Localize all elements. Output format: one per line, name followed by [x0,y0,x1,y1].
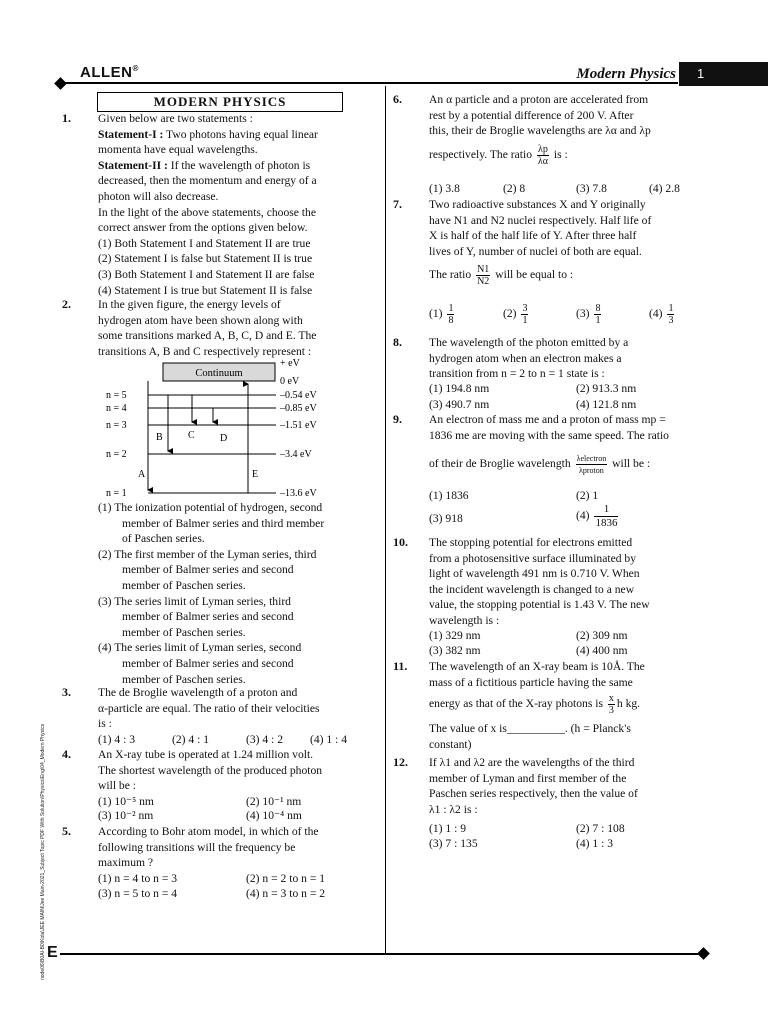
q11-text-2: The value of x is__________. (h = Planck's constant) [429,722,631,751]
label-E: E [252,469,259,480]
q11-number: 11. [393,659,408,673]
q8-option-4: (4) 121.8 nm [576,398,637,411]
q6-text: An α particle and a proton are accelerated from rest by a potential difference of 200 V. After this, their de Broglie wavelengths are λα and λp [429,93,651,138]
continuum-label: Continuum [195,368,243,379]
q8-number: 8. [393,335,402,349]
q9-text: An electron of mass me and a proton of mass mp = 1836 me are moving with the same speed. The ratio [429,413,669,442]
level-n5: n = 5 [106,390,127,401]
energy-n3: –1.51 eV [280,420,317,431]
q12-text: If λ1 and λ2 are the wavelengths of the third member of Lyman and first member of the Paschen series respectively, then the value of λ1 : λ2 is : [429,756,638,816]
q12-option-3: (3) 7 : 135 [429,837,478,850]
q12-option-4: (4) 1 : 3 [576,837,614,850]
q10-text: The stopping potential for electrons emitted from a photosensitive surface illuminated by light of wavelength 491 nm is 0.710 V. When the incident wavelength is changed to a new value, the stopping potential is 1.43 V. The new wavelength is : [429,536,650,627]
q8-option-2: (2) 913.3 nm [576,382,637,395]
label-C: C [188,430,195,441]
q1-line: photon will also decrease. [98,189,219,203]
q2-number: 2. [62,297,71,311]
q1-line: correct answer from the options given below. [98,221,308,235]
q3-option-3: (3) 4 : 2 [246,733,284,746]
q12-option-2: (2) 7 : 108 [576,822,625,835]
section-title: MODERN PHYSICS [97,92,343,112]
q4-text: An X-ray tube is operated at 1.24 million volt. The shortest wavelength of the produced photon will be : [98,748,323,793]
q4-number: 4. [62,747,71,761]
q4-option-4: (4) 10⁻⁴ nm [246,809,302,822]
q6-ratio-line: respectively. The ratio $\frac{\lambda p}{\lambda\alpha}$ is : [429,144,568,167]
q2-option-4-cont: member of Paschen series. [122,672,246,686]
energy-n4: –0.85 eV [280,403,317,414]
q1-line: decreased, then the momentum and energy of a [98,174,317,188]
q12-number: 12. [393,755,408,769]
q2-option-3-cont: member of Balmer series and second [122,610,294,624]
q9-number: 9. [393,412,402,426]
q7-option-3: (3) $\frac{8}{1}$ [576,303,601,326]
q1-number: 1. [62,111,71,125]
q7-ratio-line: The ratio $\frac{N1}{N2}$ will be equal to : [429,264,574,287]
q2-option-3-cont: member of Paschen series. [122,625,246,639]
q5-number: 5. [62,824,71,838]
q3-option-1: (1) 4 : 3 [98,733,136,746]
q11-energy-line: energy as that of the X-ray photons is $\frac{x}{3}$ h kg. [429,693,641,716]
q2-option-1-cont: member of Balmer series and third member [122,516,325,530]
q9-option-2: (2) 1 [576,489,599,502]
q1-statement2: Statement-II : If the wavelength of photon is [98,158,311,172]
q7-number: 7. [393,197,402,211]
level-n4: n = 4 [106,403,127,414]
q7-option-4: (4) $\frac{1}{3}$ [649,303,674,326]
q10-option-3: (3) 382 nm [429,644,481,657]
q2-line: transitions A, B and C respectively represent : [98,344,312,358]
footer-rule [60,953,700,955]
label-A: A [138,469,146,480]
q1-line: momenta have equal wavelengths. [98,143,258,157]
q11-text: The wavelength of an X-ray beam is 10Å. The mass of a fictitious particle having the same [429,660,645,689]
energy-n1: –13.6 eV [280,488,317,499]
q10-option-2: (2) 309 nm [576,629,628,642]
q6-number: 6. [393,92,402,106]
level-n3: n = 3 [106,420,127,431]
page-number-box [679,62,768,86]
q11-fraction: $\frac{x}{3}$ [608,693,614,716]
q9-fraction: $\frac{\text{λelectron}}{\text{λproton}}$ [576,454,607,475]
q1-statement1: Statement-I : Two photons having equal linear [98,127,318,141]
label-B: B [156,432,163,443]
q2-options [98,500,374,687]
q10-option-4: (4) 400 nm [576,644,628,657]
q2-option-4: (4) The series limit of Lyman series, second [98,641,302,655]
q4-option-2: (2) 10⁻¹ nm [246,795,302,808]
q8-option-3: (3) 490.7 nm [429,398,490,411]
q2-option-4-cont: member of Balmer series and second [122,656,294,670]
q6-option-4: (4) 2.8 [649,182,680,195]
brand-logo: ALLEN® [80,64,139,81]
q6-option-3: (3) 7.8 [576,182,607,195]
q7-option-1: (1) $\frac{1}{8}$ [429,303,454,326]
q1-line: Given below are two statements : [98,112,253,125]
q3-option-4: (4) 1 : 4 [310,733,348,746]
column-divider [385,86,386,954]
q1-option-3: (3) Both Statement I and Statement II are false [98,267,315,281]
q2-line: hydrogen atom have been shown along with [98,313,303,327]
q2-option-2-cont: member of Paschen series. [122,578,246,592]
side-path-text: node06\B0AI-B0\Kota\JEE MAIN\Jee Main-2021_Subject Topic PDF With Solution\Physics\Eng\04_Modern Physics [40,723,46,980]
energy-level-diagram [100,355,340,505]
energy-n2: –3.4 eV [280,449,312,460]
q2-line: some transitions marked A, B, C, D and E. The [98,329,317,343]
q2-line: In the given figure, the energy levels of [98,298,281,311]
q10-number: 10. [393,535,408,549]
q1-line: In the light of the above statements, choose the [98,205,316,219]
q4-option-1: (1) 10⁻⁵ nm [98,795,154,808]
q5-option-4: (4) n = 3 to n = 2 [246,887,326,900]
q3-option-2: (2) 4 : 1 [172,733,210,746]
q10-option-1: (1) 329 nm [429,629,481,642]
q9-ratio-line: of their de Broglie wavelength $\frac{\text{λelectron}}{\text{λproton}}$ will be : [429,454,651,475]
q1-option-2: (2) Statement I is false but Statement II is true [98,252,313,266]
q5-option-3: (3) n = 5 to n = 4 [98,887,178,900]
q7-fraction: $\frac{N1}{N2}$ [477,264,490,287]
page-number: 1 [697,66,705,81]
q4-option-3: (3) 10⁻² nm [98,809,154,822]
q9-option-4: (4) $\frac{1}{1836}$ [576,503,618,529]
q2-option-2: (2) The first member of the Lyman series, third [98,547,317,561]
q6-option-1: (1) 3.8 [429,182,460,195]
plus-ev-label: + eV [280,358,300,369]
q2-option-1: (1) The ionization potential of hydrogen, second [98,501,323,514]
zero-ev-label: 0 eV [280,376,300,387]
topic-title: Modern Physics [576,66,676,82]
q1-text [98,111,374,298]
q1-option-4: (4) Statement I is true but Statement II is false [98,283,313,297]
q2-text [98,297,374,359]
q7-option-2: (2) $\frac{3}{1}$ [503,303,528,326]
q9-option-3: (3) 918 [429,512,463,525]
label-D: D [220,433,228,444]
q2-option-3: (3) The series limit of Lyman series, third [98,594,291,608]
q5-option-2: (2) n = 2 to n = 1 [246,872,326,885]
q5-text: According to Bohr atom model, in which of the following transitions will the frequency be maximum ? [98,825,319,870]
q2-option-2-cont: member of Balmer series and second [122,563,294,577]
footer-letter: E [47,944,58,961]
q1-option-1: (1) Both Statement I and Statement II are true [98,236,311,250]
q8-text: The wavelength of the photon emitted by a hydrogen atom when an electron makes a transition from n = 2 to n = 1 state is : [429,336,629,381]
q12-option-1: (1) 1 : 9 [429,822,467,835]
energy-n5: –0.54 eV [280,390,317,401]
level-n1: n = 1 [106,488,127,499]
level-n2: n = 2 [106,449,127,460]
q8-option-1: (1) 194.8 nm [429,382,490,395]
q2-option-1-cont: of Paschen series. [122,532,205,546]
q3-number: 3. [62,685,71,699]
footer-diamond-right [697,947,710,960]
q5-option-1: (1) n = 4 to n = 3 [98,872,178,885]
q7-text: Two radioactive substances X and Y originally have N1 and N2 nuclei respectively. Half life of X is half of the half life of Y. After three half lives of Y, number of nuclei of both are equal. [429,198,652,258]
q9-option-1: (1) 1836 [429,489,469,502]
q6-option-2: (2) 8 [503,182,526,195]
q3-text: The de Broglie wavelength of a proton and α-particle are equal. The ratio of their velocities is : [98,686,320,731]
q6-fraction: $\frac{\lambda p}{\lambda\alpha}$ [537,144,549,167]
